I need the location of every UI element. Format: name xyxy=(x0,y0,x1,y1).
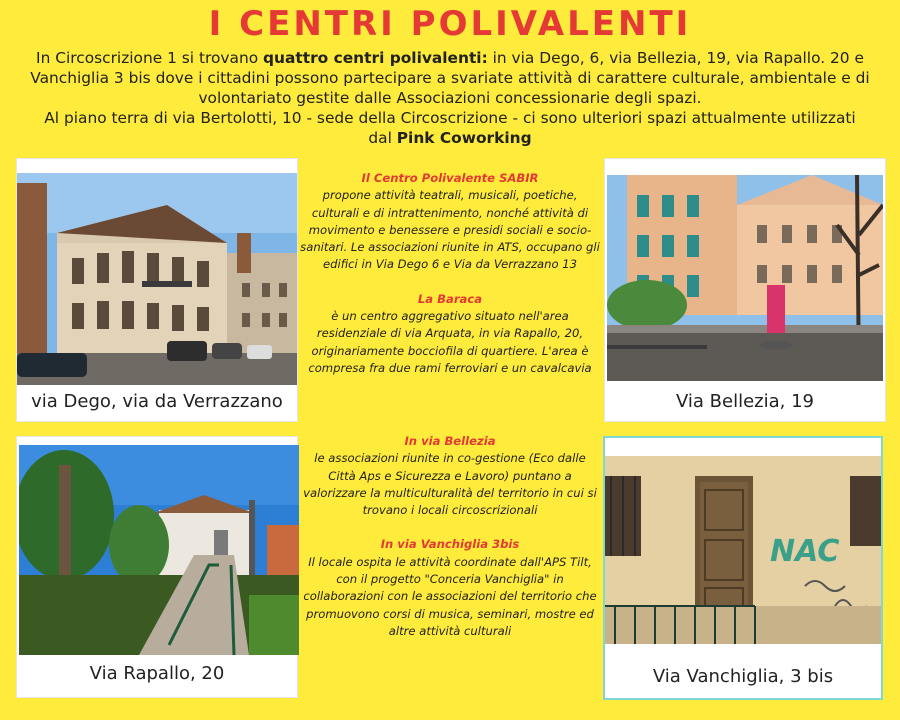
photo-vanchiglia xyxy=(605,456,881,644)
photo-rapallo xyxy=(19,445,299,655)
photo-card-dego xyxy=(16,158,298,422)
section-bellezia-title: In via Bellezia xyxy=(404,434,496,448)
intro-paragraph-2: Al piano terra di via Bertolotti, 10 - sede della Circoscrizione - ci sono ulteriori spazi attualmente utilizzati dal Pink Coworking xyxy=(44,109,856,147)
section-vanchiglia-text: Il locale ospita le attività coordinate dall'APS Tilt, con il progetto "Conceria Vanchiglia" in collaborazioni con le associazioni del territorio che promuovono corsi di musica, seminari, mostre ed altre attività culturali xyxy=(303,554,597,638)
description-column-bottom xyxy=(300,433,600,640)
section-bellezia-text: le associazioni riunite in co-gestione (Eco dalle Città Aps e Sicurezza e Lavoro) puntano a valorizzare la multiculturalità del territorio in cui si trovano i locali circoscrizionali xyxy=(303,451,597,518)
building-bellezia-image xyxy=(607,175,883,381)
intro-text xyxy=(0,48,900,148)
intro-highlight-pink-coworking: Pink Coworking xyxy=(396,129,532,147)
building-rapallo-image xyxy=(19,445,299,655)
photo-card-vanchiglia xyxy=(603,436,883,700)
section-baraca-title: La Baraca xyxy=(417,291,483,306)
photo-caption-bellezia: Via Bellezia, 19 xyxy=(676,391,814,412)
photo-card-rapallo xyxy=(16,436,298,698)
building-vanchiglia-image xyxy=(605,456,881,644)
photo-bellezia xyxy=(607,175,883,381)
section-bellezia xyxy=(300,433,600,519)
section-sabir xyxy=(300,170,600,274)
section-vanchiglia xyxy=(300,536,600,640)
building-dego-image xyxy=(17,173,297,385)
page-title: I CENTRI POLIVALENTI xyxy=(208,4,692,44)
section-sabir-text: propone attività teatrali, musicali, poetiche, culturali e di intrattenimento, nonché attività di movimento e benessere e presidi sociali e socio-sanitari. Le associazioni riunite in ATS, occupano gli edifici in Via Dego 6 e Via da Verrazzano 13 xyxy=(300,188,600,272)
photo-card-bellezia xyxy=(604,158,886,422)
intro-highlight-centers: quattro centri polivalenti: xyxy=(263,49,488,67)
photo-caption-rapallo: Via Rapallo, 20 xyxy=(89,663,225,684)
photo-caption-vanchiglia: Via Vanchiglia, 3 bis xyxy=(652,666,834,687)
photo-dego xyxy=(17,173,297,385)
section-sabir-title: Il Centro Polivalente SABIR xyxy=(361,171,539,185)
section-vanchiglia-title: In via Vanchiglia 3bis xyxy=(380,537,520,552)
section-baraca-text: è un centro aggregativo situato nell'area residenziale di via Arquata, in via Rapallo, 20, originariamente bocciofila di quartiere. L'area è compresa fra due rami ferroviari e un cavalcavia xyxy=(308,309,592,375)
photo-caption-dego: via Dego, via da Verrazzano xyxy=(31,391,283,412)
graffiti-text: NAC xyxy=(770,534,840,569)
intro-paragraph-1: In Circoscrizione 1 si trovano quattro centri polivalenti: in via Dego, 6, via Bellezia, 19, via Rapallo. 20 e Vanchiglia 3 bis dove i cittadini possono partecipare a svariate attività di carattere culturale, ambientale e di volontariato gestite dalle Associazioni concessionarie degli spazi. xyxy=(30,49,870,107)
section-baraca xyxy=(300,291,600,377)
description-column-top xyxy=(300,170,600,377)
